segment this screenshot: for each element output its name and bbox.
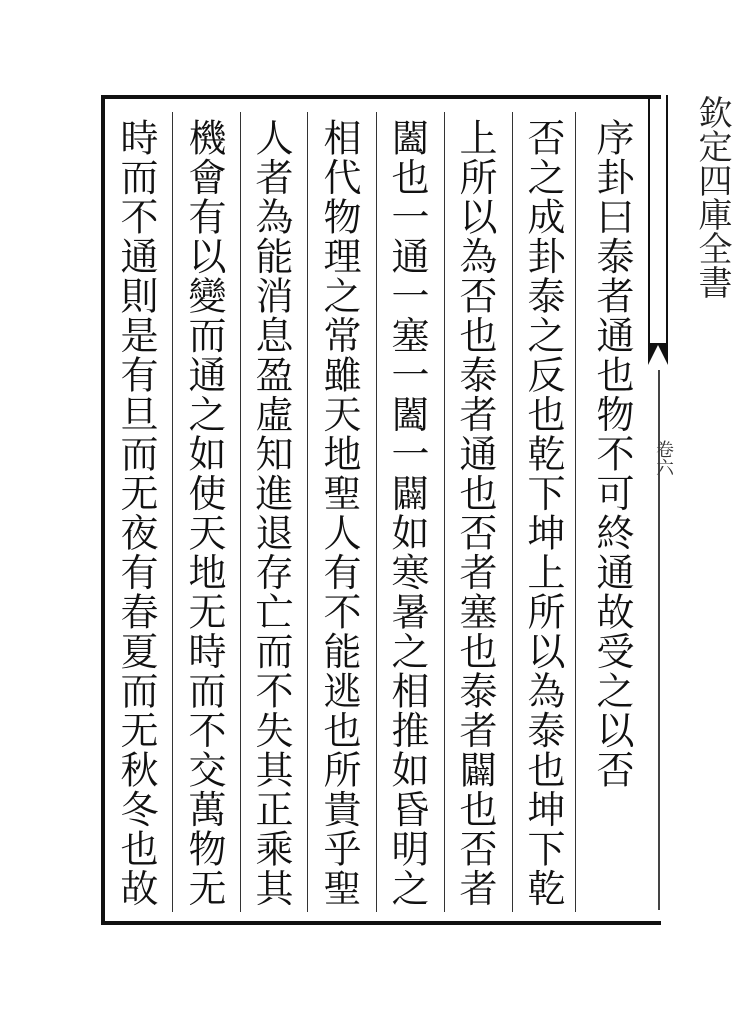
- column-rule: [376, 112, 377, 912]
- text-column-4: 闔也一通一塞一闔一闢如寒暑之相推如昏明之: [385, 118, 429, 908]
- page-spine-band: [648, 95, 668, 345]
- margin-header: 欽定四庫全書: [692, 95, 732, 299]
- column-rule: [512, 112, 513, 912]
- column-rule: [172, 112, 173, 912]
- text-column-3: 上所以為否也泰者通也否者塞也泰者闢也否者: [453, 118, 497, 908]
- text-column-8: 時而不通則是有旦而无夜有春夏而无秋冬也故: [114, 118, 158, 908]
- text-column-7: 機會有以變而通之如使天地无時而不交萬物无: [182, 118, 226, 908]
- column-rule: [575, 112, 576, 912]
- juan-mark: 卷六: [653, 440, 674, 476]
- fishtail-mark: [648, 345, 668, 365]
- column-rule: [307, 112, 308, 912]
- column-rule: [444, 112, 445, 912]
- text-column-6: 人者為能消息盈虛知進退存亡而不失其正乘其: [249, 118, 293, 908]
- text-column-2: 否之成卦泰之反也乾下坤上所以為泰也坤下乾: [521, 118, 565, 908]
- text-column-1: 序卦曰泰者通也物不可終通故受之以否: [590, 118, 634, 790]
- text-column-5: 相代物理之常雖天地聖人有不能逃也所貴乎聖: [317, 118, 361, 908]
- column-rule: [240, 112, 241, 912]
